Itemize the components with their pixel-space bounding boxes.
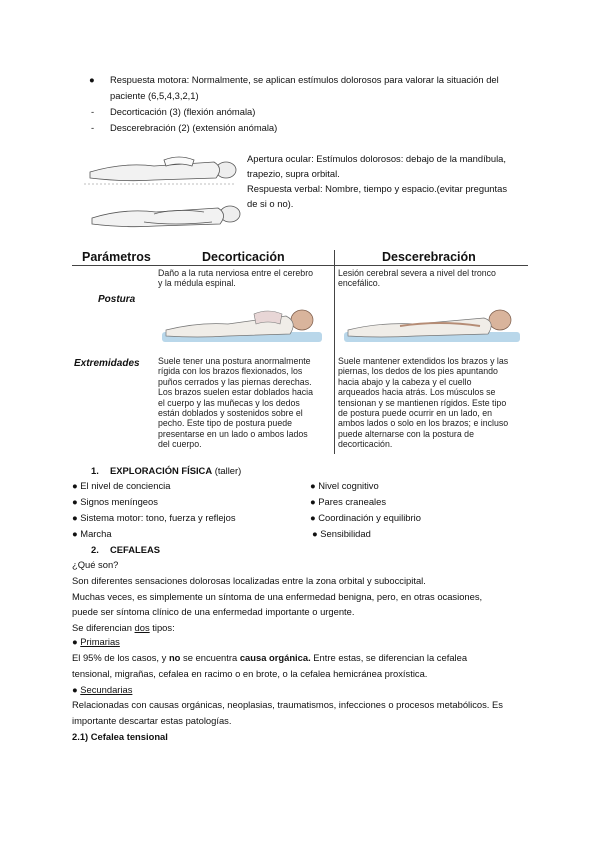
primarias-heading bbox=[72, 636, 120, 648]
row-label-extremidades: Extremidades bbox=[74, 358, 140, 369]
dash-symbol: - bbox=[91, 106, 95, 117]
prim-a3: se encuentra bbox=[180, 652, 240, 663]
prim-a4: causa orgánica. bbox=[239, 652, 311, 663]
extrem-descer-line-3: hacia abajo y la cabeza y el cuello bbox=[338, 376, 472, 387]
types-post: tipos: bbox=[149, 622, 175, 633]
extrem-descer-line-5: tensionan y se mantienen rígidos. Este tipo bbox=[338, 397, 507, 408]
extrem-descer-line-6: de postura puede ocurrir en un lado, en bbox=[338, 408, 493, 418]
respuesta-verbal-line2: de si o no). bbox=[247, 198, 294, 209]
row-label-postura: Postura bbox=[98, 294, 136, 305]
posture-comparison-table bbox=[72, 248, 528, 456]
exploration-item-right-2: ● Pares craneales bbox=[310, 496, 387, 507]
types-dos: dos bbox=[134, 622, 150, 633]
header-parametros: Parámetros bbox=[82, 250, 151, 264]
primarias-text-a bbox=[72, 652, 467, 664]
primarias-text-b: tensional, migrañas, cefalea en racimo o en brote, o la cefalea hemicránea proxística. bbox=[72, 668, 428, 679]
intro-decort-1: Daño a la ruta nerviosa entre el cerebro bbox=[158, 268, 314, 278]
descerebracion-item: Descerebración (2) (extensión anómala) bbox=[110, 122, 278, 133]
prim-a2: no bbox=[168, 652, 181, 663]
types-pre: Se diferencian bbox=[72, 622, 135, 633]
secundarias-label: Secundarias bbox=[80, 684, 133, 695]
motor-response-line2: paciente (6,5,4,3,2,1) bbox=[110, 90, 199, 101]
section2-number: 2. bbox=[91, 544, 99, 555]
prim-a5: Entre estas, se diferencian la cefalea bbox=[310, 652, 468, 663]
subsection-cefalea-tensional: 2.1) Cefalea tensional bbox=[72, 731, 168, 742]
section2-paragraph1: Son diferentes sensaciones dolorosas localizadas entre la zona orbital y suboccipital. bbox=[72, 575, 426, 586]
apertura-ocular-line1: Apertura ocular: Estímulos dolorosos: debajo de la mandíbula, bbox=[247, 153, 507, 164]
extrem-decort-line-4: Los brazos suelen estar doblados hacia bbox=[158, 387, 314, 398]
extrem-descer-line-8: puede alternarse con la postura de bbox=[338, 428, 474, 439]
extrem-decort-line-6: están doblados y sostenidos sobre el bbox=[158, 408, 303, 418]
bullet-symbol: ● bbox=[72, 684, 78, 695]
table-divider bbox=[334, 250, 335, 454]
primarias-label: Primarias bbox=[80, 636, 120, 647]
extrem-descer-line-4: arqueados hacia atrás. Los músculos se bbox=[338, 387, 496, 398]
section2-title: CEFALEAS bbox=[110, 544, 161, 555]
extrem-descer-line-1: Suele mantener extendidos los brazos y las bbox=[338, 356, 509, 366]
extrem-decort-line-8: presentarse en un lado o ambos lados bbox=[158, 428, 308, 439]
section1-title bbox=[110, 465, 241, 477]
extrem-decort-line-9: del cuerpo. bbox=[158, 439, 202, 450]
extrem-decort-line-1: Suele tener una postura anormalmente bbox=[158, 356, 311, 366]
table-rule bbox=[72, 265, 528, 266]
intro-descer-1: Lesión cerebral severa a nivel del tronco bbox=[338, 268, 496, 278]
intro-decort-2: y la médula espinal. bbox=[158, 278, 236, 288]
header-decorticacion: Decorticación bbox=[202, 250, 285, 264]
extrem-descer-line-2: piernas, los dedos de los pies apuntando bbox=[338, 366, 498, 377]
exploration-item-left-1: ● El nivel de conciencia bbox=[72, 480, 171, 491]
extrem-decort-line-5: el cuerpo y las muñecas y los dedos bbox=[158, 397, 300, 408]
exploration-item-left-3: ● Sistema motor: tono, fuerza y reflejos bbox=[72, 512, 236, 523]
extrem-descer-line-9: decorticación. bbox=[338, 439, 393, 450]
section1-title-text: EXPLORACIÓN FÍSICA bbox=[110, 465, 213, 476]
descerebracion-posture-image bbox=[340, 296, 524, 350]
exploration-item-right-1: ● Nivel cognitivo bbox=[310, 480, 379, 491]
section1-number: 1. bbox=[91, 465, 99, 476]
section2-paragraph2a: Muchas veces, es simplemente un síntoma de una enfermedad benigna, pero, en otras ocasiones, bbox=[72, 591, 483, 602]
section2-paragraph2b: puede ser síntoma clínico de una enfermedad importante o urgente. bbox=[72, 606, 355, 617]
extrem-decort-line-2: rígida con los brazos flexionados, los bbox=[158, 366, 303, 377]
section2-types bbox=[72, 622, 175, 634]
dash-symbol: - bbox=[91, 122, 95, 133]
section1-title-suffix: (taller) bbox=[214, 465, 242, 476]
posture-illustration bbox=[84, 152, 244, 238]
motor-response-line1: Respuesta motora: Normalmente, se aplican estímulos dolorosos para valorar la situación del bbox=[110, 74, 499, 85]
exploration-item-right-3: ● Coordinación y equilibrio bbox=[310, 512, 421, 523]
secundarias-heading bbox=[72, 684, 132, 696]
extrem-descer-line-7: ambos lados o solo en los brazos; e incluso bbox=[338, 418, 509, 429]
bullet-symbol: ● bbox=[72, 636, 78, 647]
exploration-item-right-4: ● Sensibilidad bbox=[312, 528, 371, 539]
extrem-decort-line-7: pecho. Este tipo de postura puede bbox=[158, 418, 293, 429]
extrem-decort-line-3: puños cerrados y las piernas derechas. bbox=[158, 376, 312, 387]
decorticacion-posture-image bbox=[158, 296, 326, 350]
secundarias-text-a: Relacionadas con causas orgánicas, neoplasias, traumatismos, infecciones o procesos metabólicos. Es bbox=[72, 699, 503, 710]
header-descerebracion: Descerebración bbox=[382, 250, 476, 264]
respuesta-verbal-line1: Respuesta verbal: Nombre, tiempo y espacio.(evitar preguntas bbox=[247, 183, 508, 194]
section2-question: ¿Qué son? bbox=[72, 559, 119, 570]
intro-descer-2: encefálico. bbox=[338, 278, 381, 288]
prim-a1: El 95% de los casos, y bbox=[72, 652, 169, 663]
bullet-symbol: ● bbox=[89, 74, 95, 85]
exploration-item-left-2: ● Signos meníngeos bbox=[72, 496, 158, 507]
decorticacion-item: Decorticación (3) (flexión anómala) bbox=[110, 106, 256, 117]
exploration-item-left-4: ● Marcha bbox=[72, 528, 112, 539]
apertura-ocular-line2: trapezio, supra orbital. bbox=[247, 168, 340, 179]
secundarias-text-b: importante descartar estas patologías. bbox=[72, 715, 232, 726]
